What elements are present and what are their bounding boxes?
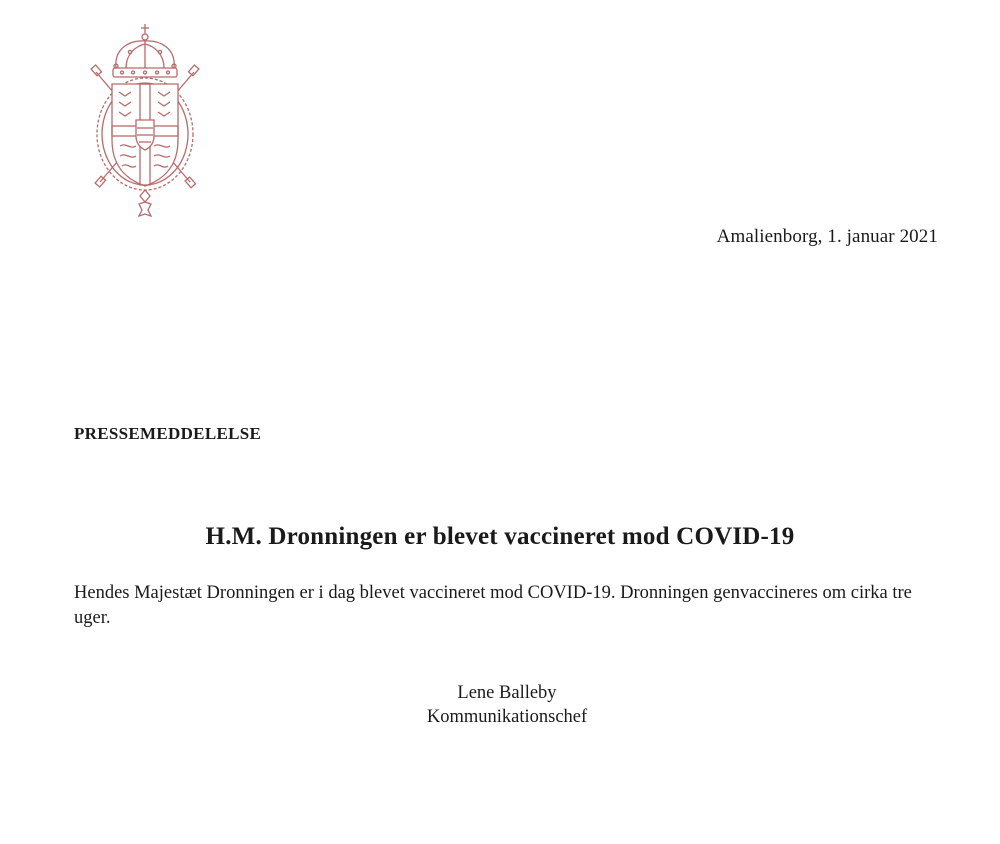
body-text: Hendes Majestæt Dronningen er i dag blevet vaccineret mod COVID-19. Dronningen genvaccineres om cirka tre uger. xyxy=(74,583,912,628)
date-line: Amalienborg, 1. januar 2021 xyxy=(716,226,938,247)
headline: H.M. Dronningen er blevet vaccineret mod COVID-19 xyxy=(205,523,795,550)
signature-block xyxy=(0,681,1000,729)
signature-name: Lene Balleby xyxy=(457,683,557,703)
royal-coat-of-arms-icon xyxy=(86,22,208,218)
signature-title: Kommunikationschef xyxy=(426,707,588,727)
press-release-label: PRESSEMEDDELELSE xyxy=(74,424,262,443)
